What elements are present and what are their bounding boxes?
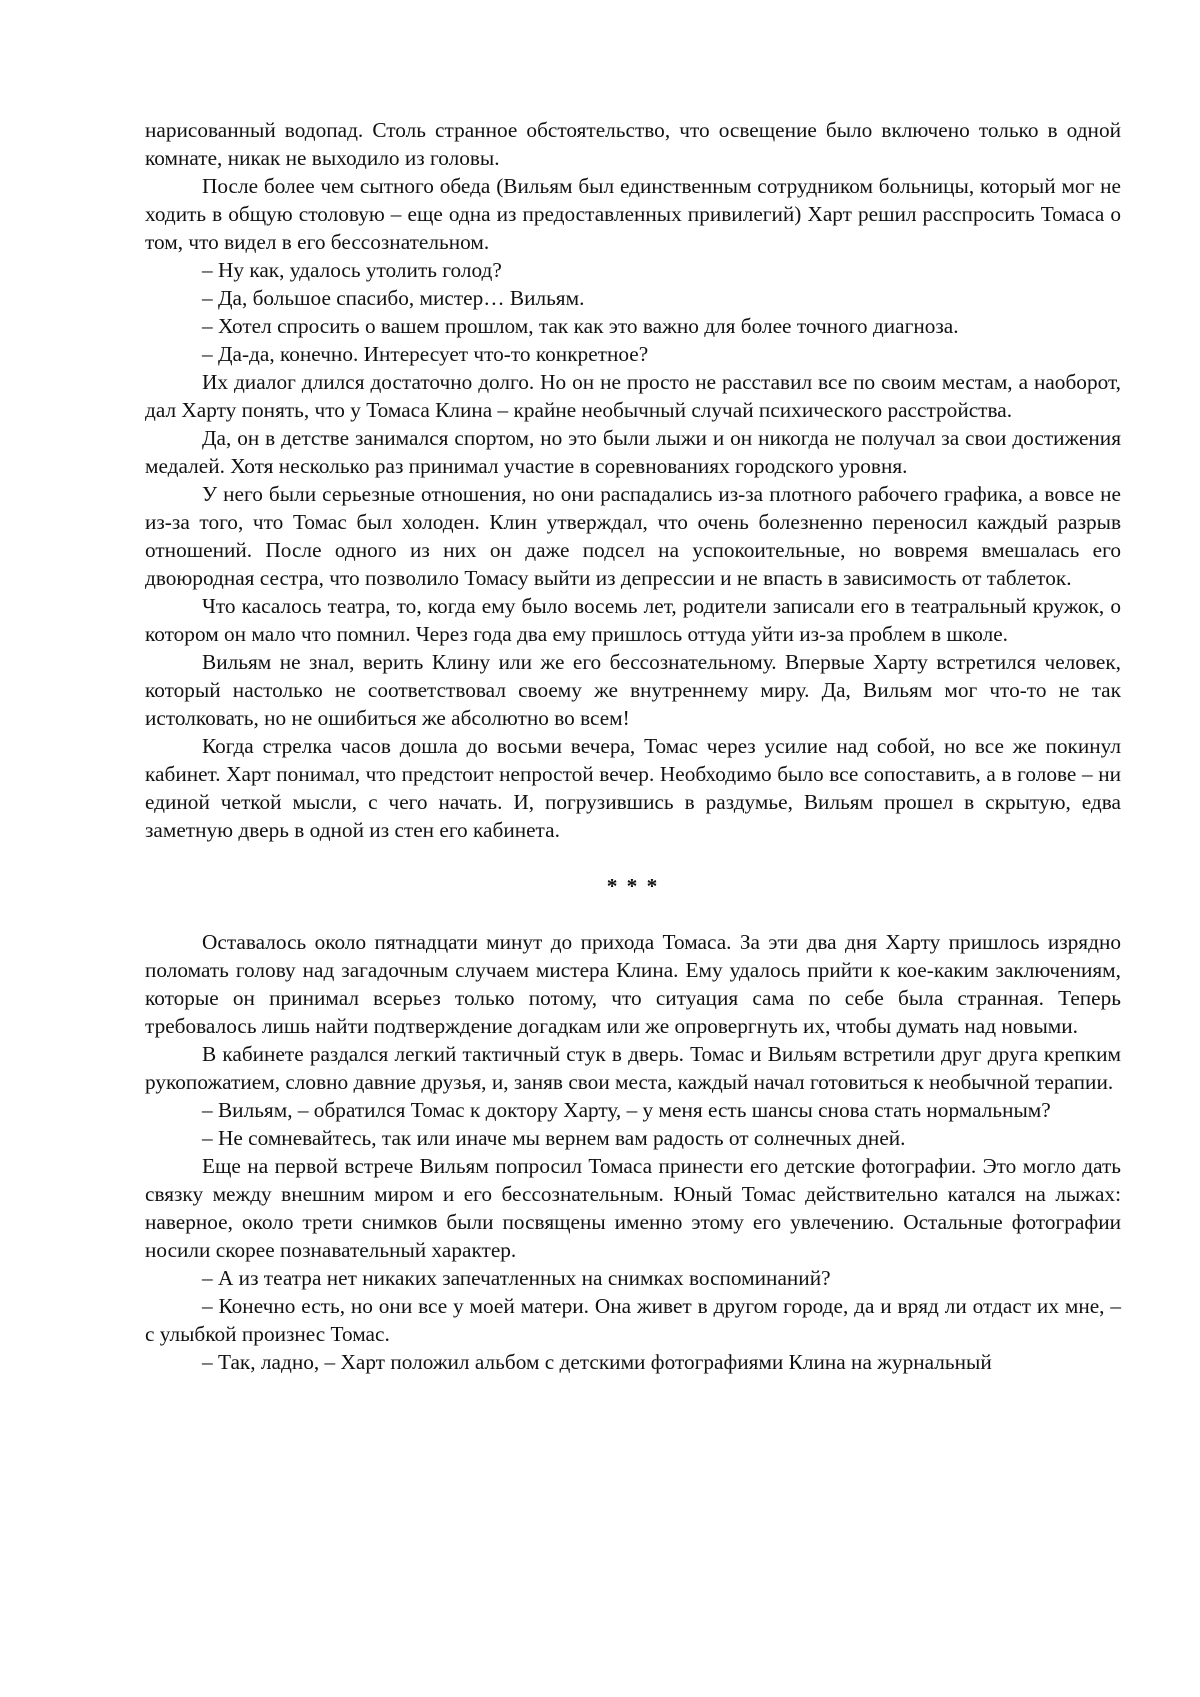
paragraph: Да, он в детстве занимался спортом, но это были лыжи и он никогда не получал за свои достижения медалей. Хотя несколько раз принимал участие в соревнованиях городского уровня. — [145, 426, 1121, 478]
dialogue-line: – А из театра нет никаких запечатленных на снимках воспоминаний? — [202, 1266, 831, 1290]
dialogue-line: – Не сомневайтесь, так или иначе мы вернем вам радость от солнечных дней. — [202, 1126, 906, 1150]
paragraph: После более чем сытного обеда (Вильям был единственным сотрудником больницы, который мог не ходить в общую столовую – еще одна из предоставленных привилегий) Харт решил расспросить Томаса о том, что видел в его бессознательном. — [145, 174, 1121, 254]
dialogue-line: – Да-да, конечно. Интересует что-то конкретное? — [202, 342, 649, 366]
paragraph: Когда стрелка часов дошла до восьми вечера, Томас через усилие над собой, но все же покинул кабинет. Харт понимал, что предстоит непростой вечер. Необходимо было все сопоставить, а в голове – ни единой четкой мысли, с чего начать. И, погрузившись в раздумье, Вильям прошел в скрытую, едва заметную дверь в одной из стен его кабинета. — [145, 734, 1121, 842]
paragraph: Что касалось театра, то, когда ему было восемь лет, родители записали его в театральный кружок, о котором он мало что помнил. Через года два ему пришлось оттуда уйти из-за проблем в школе. — [145, 594, 1121, 646]
dialogue-line: – Вильям, – обратился Томас к доктору Харту, – у меня есть шансы снова стать нормальным? — [202, 1098, 1051, 1122]
dialogue-line: – Так, ладно, – Харт положил альбом с детскими фотографиями Клина на журнальный — [202, 1350, 992, 1374]
paragraph: Их диалог длился достаточно долго. Но он не просто не расставил все по своим местам, а наоборот, дал Харту понять, что у Томаса Клина – крайне необычный случай психического расстройства. — [145, 370, 1121, 422]
paragraph: Оставалось около пятнадцати минут до прихода Томаса. За эти два дня Харту пришлось изрядно поломать голову над загадочным случаем мистера Клина. Ему удалось прийти к кое-каким заключениям, которые он принимал всерьез только потому, что ситуация сама по себе была странная. Теперь требовалось лишь найти подтверждение догадкам или же опровергнуть их, чтобы думать над новыми. — [145, 930, 1121, 1038]
dialogue-line: – Хотел спросить о вашем прошлом, так как это важно для более точного диагноза. — [202, 314, 959, 338]
dialogue-line: – Да, большое спасибо, мистер… Вильям. — [202, 286, 585, 310]
paragraph: У него были серьезные отношения, но они распадались из-за плотного рабочего графика, а вовсе не из-за того, что Томас был холоден. Клин утверждал, что очень болезненно переносил каждый разрыв отношений. После одного из них он даже подсел на успокоительные, но вовремя вмешалась его двоюродная сестра, что позволило Томасу выйти из депрессии и не впасть в зависимость от таблеток. — [145, 482, 1121, 590]
paragraph: В кабинете раздался легкий тактичный стук в дверь. Томас и Вильям встретили друг друга крепким рукопожатием, словно давние друзья, и, заняв свои места, каждый начал готовиться к необычной терапии. — [145, 1042, 1121, 1094]
document-page — [145, 116, 1121, 1376]
paragraph: Еще на первой встрече Вильям попросил Томаса принести его детские фотографии. Это могло дать связку между внешним миром и его бессознательным. Юный Томас действительно катался на лыжах: наверное, около трети снимков были посвящены именно этому его увлечению. Остальные фотографии носили скорее познавательный характер. — [145, 1154, 1121, 1262]
paragraph: Вильям не знал, верить Клину или же его бессознательному. Впервые Харту встретился человек, который настолько не соответствовал своему же внутреннему миру. Да, Вильям мог что-то не так истолковать, но не ошибиться же абсолютно во всем! — [145, 650, 1121, 730]
dialogue-line: – Конечно есть, но они все у моей матери. Она живет в другом городе, да и вряд ли отдаст их мне, – с улыбкой произнес Томас. — [145, 1294, 1121, 1346]
dialogue-line: – Ну как, удалось утолить голод? — [202, 258, 502, 282]
section-separator: * * * — [606, 874, 660, 898]
paragraph: нарисованный водопад. Столь странное обстоятельство, что освещение было включено только в одной комнате, никак не выходило из головы. — [145, 118, 1121, 170]
